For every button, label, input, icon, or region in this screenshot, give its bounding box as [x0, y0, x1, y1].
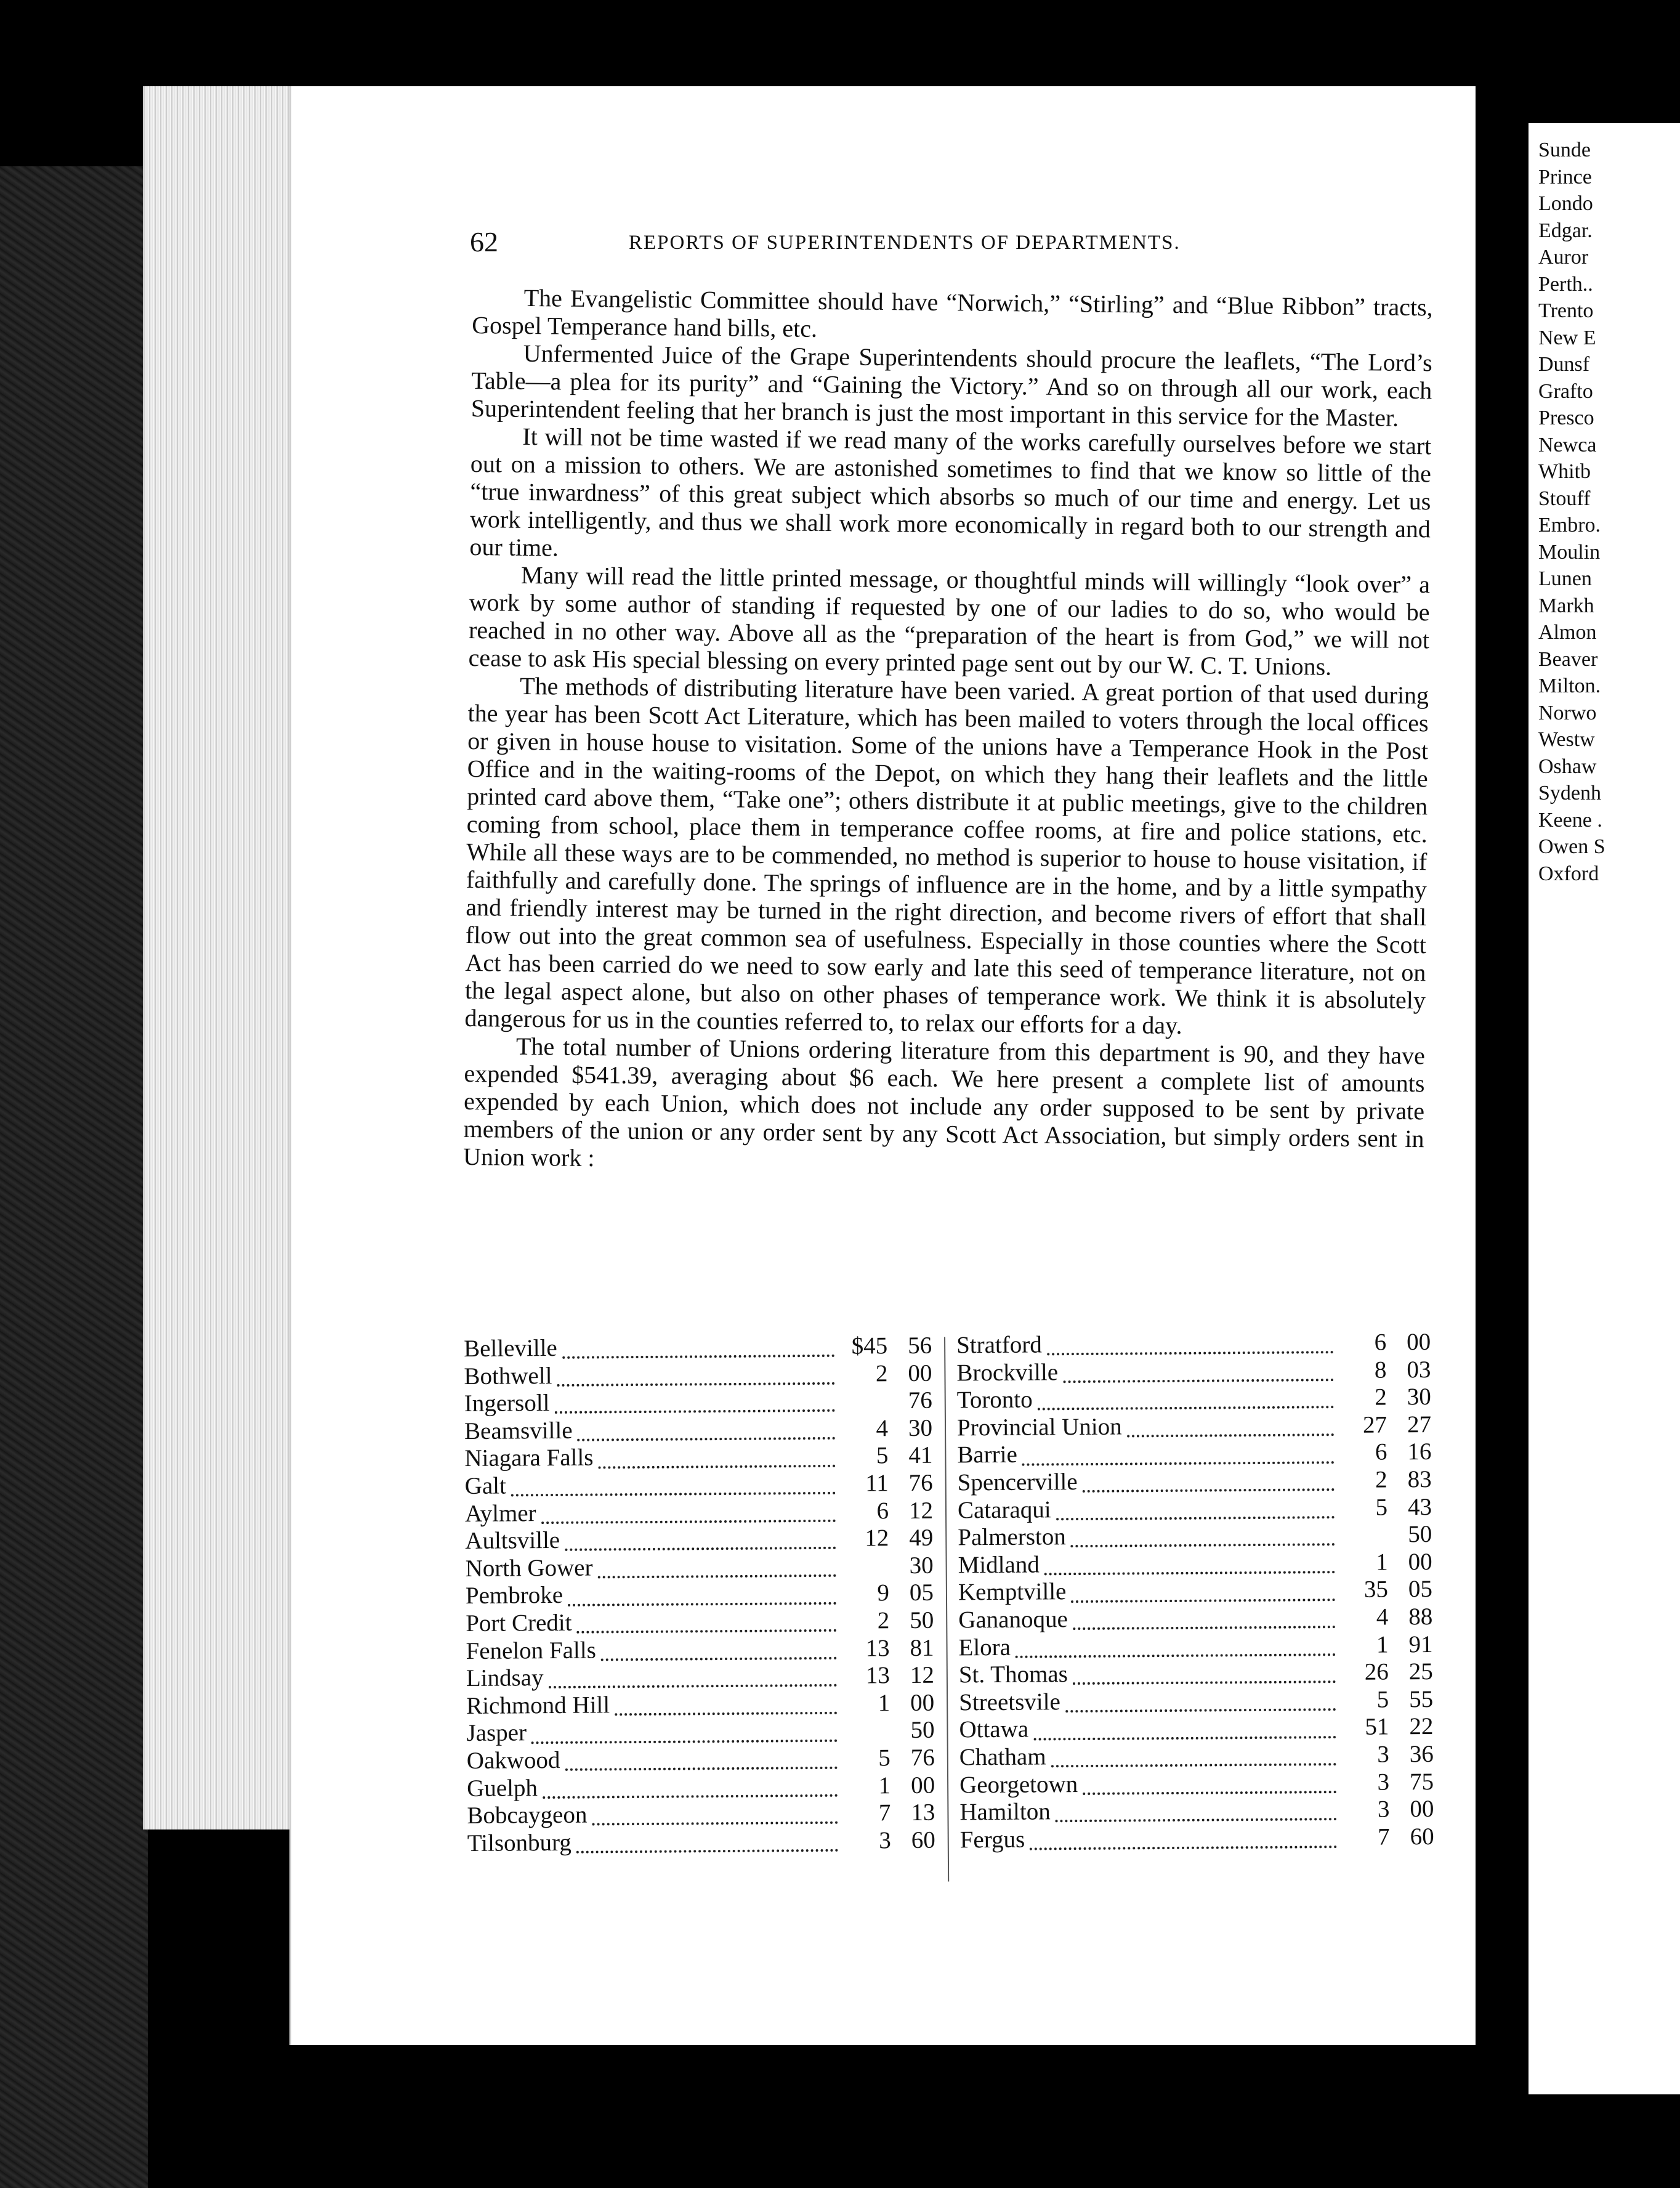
facing-page-line: Dunsf [1538, 353, 1590, 376]
amount-dollars: 6 [1375, 1438, 1387, 1466]
facing-page-line: Embro. [1538, 514, 1601, 537]
amount-cents: 00 [910, 1772, 935, 1799]
amount-dollars: 2 [1375, 1384, 1387, 1411]
union-name: Bothwell [464, 1362, 552, 1390]
facing-page-line: New E [1538, 326, 1596, 349]
union-name: Gananoque [958, 1606, 1068, 1634]
table-row [960, 1823, 1434, 1854]
union-name: Stratford [956, 1331, 1042, 1359]
table-row [464, 1359, 932, 1390]
dot-leader [598, 1566, 836, 1579]
facing-page-line: Edgar. [1538, 219, 1593, 242]
table-row [464, 1387, 932, 1418]
dot-leader [549, 1675, 837, 1688]
dot-leader [578, 1428, 836, 1441]
amount-dollars: 51 [1365, 1713, 1389, 1741]
amount-dollars [840, 1408, 888, 1409]
table-row [465, 1470, 933, 1501]
running-head: REPORTS OF SUPERINTENDENTS OF DEPARTMENTS. [629, 232, 1181, 254]
amount-cents: 13 [911, 1799, 935, 1826]
amount-dollars: 5 [1375, 1494, 1388, 1521]
dot-leader [576, 1841, 838, 1854]
union-name: Lindsay [466, 1664, 544, 1692]
amount-cents: 81 [910, 1634, 934, 1661]
dot-leader [554, 1401, 834, 1414]
facing-page-line: Sydenh [1538, 782, 1601, 804]
column-divider [944, 1337, 949, 1882]
facing-page-line: Grafto [1538, 379, 1593, 403]
paragraph-distribution-methods: The methods of distributing literature have been varied. A great portion of that used during the year has been Scott Act Literature, which has been mailed to voters through the local offices or given in house house to visitation. Some of the unions have a Temperance Hook in the Post Office and in the waiting-rooms of the Depot, on which they hang their leaflets and the little printed card above them, “Take one”; others distribute it at public meetings, give to the children coming from school, place them in temperance coffee rooms, at fire and police stations, etc. While all these ways are to be commended, no method is superior to house to house visitation, if faithfully and carefully done. The springs of influence are in the home, and by a little sympathy and friendly interest may be turned in the right direction, and become rivers of effort that shall flow out into the great common sea of usefulness. Especially in those counties where the Scott Act has been carried do we need to sow early and late this seed of temperance literature, not on the legal aspect alone, but also on other phases of temperance work. We think it is absolutely dangerous for us in the counties referred to, to relax our efforts for a day. [464, 671, 1429, 1040]
amount-dollars: 27 [1362, 1411, 1387, 1438]
dot-leader [543, 1786, 838, 1799]
union-name: Midland [958, 1551, 1040, 1579]
table-row [958, 1549, 1432, 1579]
union-name: Georgetown [959, 1770, 1078, 1798]
union-name: Brockville [956, 1358, 1059, 1387]
facing-page-line: Auror [1538, 246, 1589, 269]
amount-dollars: 3 [1377, 1769, 1390, 1796]
amount-cents: 56 [907, 1332, 932, 1359]
facing-page-line: Owen S [1538, 835, 1605, 858]
table-row [958, 1466, 1432, 1497]
facing-page-line: Prince [1538, 165, 1592, 188]
paragraph-unfermented-juice: Unfermented Juice of the Grape Superintendents should procure the leaflets, “The Lord’s Table—a plea for its purity” and “Gaining the Victory.” And so on through all our work, each Superintendent feeling that her branch is just the most important in this service for the Master. [470, 339, 1432, 432]
dot-leader [541, 1511, 836, 1524]
union-name: Tilsonburg [467, 1829, 571, 1857]
union-name: Barrie [957, 1441, 1017, 1469]
dot-leader [1056, 1507, 1335, 1520]
dot-leader [1033, 1727, 1336, 1740]
table-row [959, 1741, 1434, 1772]
facing-page-line: Perth.. [1538, 272, 1593, 296]
union-name: Jasper [466, 1719, 527, 1747]
page-number: 62 [470, 226, 498, 257]
table-row [466, 1579, 934, 1610]
amount-cents: 12 [910, 1661, 935, 1689]
facing-page-line: Keene . [1538, 808, 1602, 832]
facing-page-line: Norwo [1538, 701, 1597, 724]
dot-leader [592, 1813, 838, 1826]
amount-dollars: 1 [1376, 1631, 1389, 1658]
table-row [958, 1631, 1432, 1662]
union-name: Fenelon Falls [466, 1637, 596, 1664]
amount-cents: 00 [1408, 1548, 1432, 1576]
table-row [467, 1772, 935, 1802]
dot-leader [598, 1456, 835, 1469]
table-row [464, 1442, 932, 1473]
amount-dollars: 9 [877, 1579, 890, 1607]
amount-cents: 91 [1408, 1631, 1433, 1658]
amount-cents: 60 [1410, 1823, 1434, 1850]
book-cover [0, 166, 148, 2188]
amount-cents: 50 [1408, 1521, 1432, 1548]
amount-dollars: 12 [865, 1525, 889, 1552]
amount-cents: 75 [1409, 1768, 1434, 1795]
facing-page-line: Almon [1538, 621, 1597, 644]
table-row [466, 1634, 934, 1665]
amount-cents: 76 [908, 1387, 932, 1414]
book-page [289, 86, 1477, 2045]
union-name: Ingersoll [464, 1390, 550, 1417]
amount-dollars: 3 [1377, 1741, 1389, 1768]
amount-dollars: $45 [851, 1332, 888, 1359]
amount-dollars: 13 [865, 1634, 890, 1661]
amount-cents: 88 [1408, 1603, 1433, 1631]
expenditure-table [464, 1329, 1434, 1902]
table-row [959, 1713, 1433, 1744]
amount-dollars: 1 [878, 1772, 891, 1799]
facing-page-line: Stouff [1538, 487, 1591, 510]
amount-cents: 03 [1407, 1356, 1431, 1383]
amount-dollars: 1 [878, 1689, 890, 1717]
amount-dollars: 2 [875, 1359, 888, 1387]
dot-leader [1127, 1425, 1335, 1437]
amount-cents: 50 [910, 1716, 935, 1744]
body-text [463, 283, 1433, 1180]
facing-page-line: Markh [1538, 594, 1594, 617]
amount-cents: 50 [910, 1607, 934, 1634]
facing-page-line: Newca [1538, 433, 1597, 456]
union-name: Toronto [956, 1386, 1033, 1414]
facing-page-line: Moulin [1538, 540, 1601, 564]
paragraph-printed-message: Many will read the little printed message, or thoughtful minds will willingly “look over” a work by some author of standing if requested by one of our ladies to do so, who would be reached in no other way. Above all as the “preparation of the heart is from God,” we will not cease to ask His special blessing on every printed page sent out by our W. C. T. Unions. [468, 561, 1431, 681]
book-gutter [1476, 86, 1529, 2082]
table-row [467, 1826, 935, 1857]
union-name: Kemptville [958, 1578, 1067, 1606]
dot-leader [1038, 1398, 1334, 1411]
dot-leader [1047, 1342, 1333, 1355]
table-row [957, 1438, 1431, 1469]
table-row [958, 1576, 1432, 1607]
dot-leader [577, 1621, 837, 1634]
union-name: Chatham [959, 1743, 1046, 1771]
amount-dollars [841, 1573, 889, 1574]
table-row [958, 1603, 1432, 1634]
amount-cents: 25 [1408, 1658, 1433, 1685]
union-name: Port Credit [466, 1609, 572, 1637]
amount-cents: 16 [1407, 1438, 1432, 1465]
table-row [466, 1607, 934, 1638]
amount-cents: 55 [1409, 1685, 1434, 1713]
union-name: Hamilton [959, 1798, 1051, 1826]
dot-leader [615, 1703, 837, 1716]
dot-leader [1051, 1754, 1336, 1767]
amount-dollars: 6 [1374, 1329, 1387, 1356]
dot-leader [565, 1758, 837, 1771]
paragraph-evangelistic: The Evangelistic Committee should have “Norwich,” “Stirling” and “Blue Ribbon” tracts, Gospel Temperance hand bills, etc. [472, 283, 1433, 342]
dot-leader [565, 1538, 836, 1551]
table-row [466, 1662, 934, 1693]
amount-dollars: 13 [865, 1662, 890, 1689]
amount-dollars: 1 [1375, 1549, 1388, 1576]
table-row [466, 1717, 934, 1748]
dot-leader [557, 1374, 834, 1387]
amount-cents: 30 [1407, 1384, 1431, 1411]
facing-page-line: Whitb [1538, 460, 1591, 483]
amount-cents: 76 [910, 1744, 935, 1771]
amount-cents: 05 [1408, 1576, 1433, 1603]
union-name: Elora [958, 1634, 1011, 1661]
amount-cents: 00 [908, 1359, 932, 1387]
dot-leader [1071, 1535, 1335, 1548]
union-name: Oakwood [466, 1746, 560, 1774]
table-row [466, 1689, 934, 1720]
dot-leader [1056, 1810, 1337, 1823]
union-name: Aylmer [464, 1499, 536, 1527]
amount-dollars: 8 [1374, 1356, 1387, 1384]
amount-dollars: 35 [1363, 1576, 1389, 1603]
amount-cents: 49 [909, 1524, 934, 1552]
facing-page-line: Oxford [1538, 862, 1599, 885]
dot-leader [568, 1593, 836, 1606]
amount-dollars [1339, 1542, 1387, 1543]
dot-leader [531, 1730, 838, 1743]
union-name: Guelph [466, 1774, 538, 1802]
dot-leader [1073, 1672, 1336, 1685]
dot-leader [562, 1346, 834, 1359]
union-name: Palmerston [958, 1523, 1066, 1551]
amount-cents: 41 [908, 1442, 933, 1469]
dot-leader [1016, 1645, 1336, 1658]
amount-cents: 76 [908, 1469, 933, 1496]
facing-page-line: Westw [1538, 728, 1595, 751]
union-name: North Gower [465, 1554, 593, 1582]
facing-page-line: Trento [1538, 299, 1594, 322]
amount-cents: 43 [1407, 1493, 1432, 1520]
table-row [957, 1384, 1431, 1414]
amount-dollars: 7 [1378, 1823, 1390, 1850]
expenditure-column-left [464, 1332, 935, 1858]
table-row [958, 1521, 1432, 1552]
amount-cents: 22 [1409, 1713, 1434, 1740]
facing-page-line: Lunen [1538, 567, 1592, 590]
dot-leader [1022, 1453, 1335, 1466]
table-row [959, 1769, 1434, 1799]
table-row [467, 1744, 935, 1775]
amount-dollars: 11 [865, 1470, 889, 1497]
dot-leader [1083, 1480, 1335, 1493]
table-row [465, 1525, 933, 1555]
amount-dollars: 5 [1376, 1686, 1389, 1713]
amount-dollars: 4 [876, 1414, 889, 1442]
amount-cents: 27 [1407, 1411, 1432, 1438]
dot-leader [1030, 1837, 1337, 1850]
union-name: Galt [464, 1472, 507, 1499]
amount-dollars: 5 [876, 1442, 889, 1469]
table-row [959, 1796, 1434, 1826]
amount-dollars: 2 [1375, 1466, 1387, 1493]
amount-dollars: 2 [877, 1607, 890, 1634]
table-row [465, 1497, 933, 1528]
facing-page-line: Beaver [1538, 647, 1598, 671]
dot-leader [601, 1648, 837, 1661]
union-name: Ottawa [959, 1716, 1029, 1743]
facing-page-line: Presco [1538, 407, 1594, 429]
union-name: Spencerville [957, 1469, 1078, 1496]
table-row [959, 1686, 1433, 1717]
expenditure-column-right [956, 1329, 1434, 1854]
union-name: Pembroke [465, 1582, 563, 1610]
amount-cents: 30 [908, 1414, 933, 1441]
dot-leader [1065, 1700, 1336, 1712]
amount-cents: 36 [1409, 1740, 1434, 1768]
union-name: St. Thomas [958, 1661, 1068, 1688]
union-name: Provincial Union [956, 1413, 1122, 1441]
table-row [464, 1332, 932, 1363]
union-name: Beamsville [464, 1417, 573, 1444]
table-row [956, 1356, 1431, 1387]
dot-leader [511, 1483, 836, 1497]
table-row [957, 1411, 1431, 1442]
dot-leader [1063, 1370, 1333, 1383]
dot-leader [1044, 1562, 1335, 1575]
facing-page-edge [1529, 123, 1680, 2094]
amount-cents: 30 [909, 1552, 934, 1579]
table-row [467, 1799, 935, 1830]
facing-page-line: Sunde [1538, 139, 1591, 161]
amount-cents: 05 [909, 1579, 934, 1607]
amount-dollars: 26 [1364, 1658, 1389, 1685]
dot-leader [1083, 1782, 1336, 1795]
union-name: Fergus [959, 1826, 1025, 1854]
amount-cents: 00 [1406, 1329, 1431, 1356]
union-name: Bobcaygeon [467, 1801, 588, 1829]
amount-cents: 00 [910, 1689, 935, 1716]
amount-dollars: 3 [879, 1826, 891, 1854]
amount-cents: 60 [911, 1826, 935, 1854]
table-row [464, 1414, 932, 1445]
table-row [959, 1658, 1433, 1689]
dot-leader [1073, 1617, 1336, 1630]
table-row [958, 1494, 1432, 1525]
paragraph-time-wasted: It will not be time wasted if we read many of the works carefully ourselves before we start out on a mission to others. We are astonished sometimes to find that we know so little of the “true inwardness” of this great subject which absorbs so much of our time and energy. Let us work intelligently, and thus we shall work more economically in regard both to our strength and our time. [469, 422, 1432, 562]
union-name: Richmond Hill [466, 1692, 610, 1719]
paragraph-total-unions: The total number of Unions ordering literature from this department is 90, and they have expended $541.39, averaging about $6 each. We here present a complete list of amounts expended by each Union, which does not include any order supposed to be sent by private members of the union or any order sent by any Scott Act Association, but simply orders sent in Union work : [462, 1032, 1426, 1172]
facing-page-line: Milton. [1538, 675, 1601, 697]
union-name: Belleville [464, 1334, 557, 1362]
amount-dollars: 5 [878, 1744, 890, 1772]
facing-page-line: Oshaw [1538, 755, 1597, 778]
union-name: Cataraqui [957, 1496, 1051, 1523]
facing-page-line: Londo [1538, 192, 1593, 215]
page-edges [143, 86, 299, 1829]
amount-cents: 12 [908, 1497, 934, 1524]
dot-leader [1071, 1590, 1335, 1603]
union-name: Niagara Falls [464, 1444, 594, 1472]
table-row [956, 1329, 1431, 1359]
table-row [465, 1552, 933, 1582]
amount-cents: 00 [1410, 1796, 1434, 1823]
amount-cents: 83 [1407, 1466, 1432, 1493]
union-name: Streetsvile [959, 1688, 1060, 1716]
amount-dollars: 3 [1377, 1796, 1390, 1823]
amount-dollars: 7 [878, 1799, 891, 1826]
union-name: Aultsville [465, 1527, 560, 1555]
amount-dollars: 6 [876, 1497, 889, 1524]
amount-dollars: 4 [1376, 1603, 1389, 1631]
